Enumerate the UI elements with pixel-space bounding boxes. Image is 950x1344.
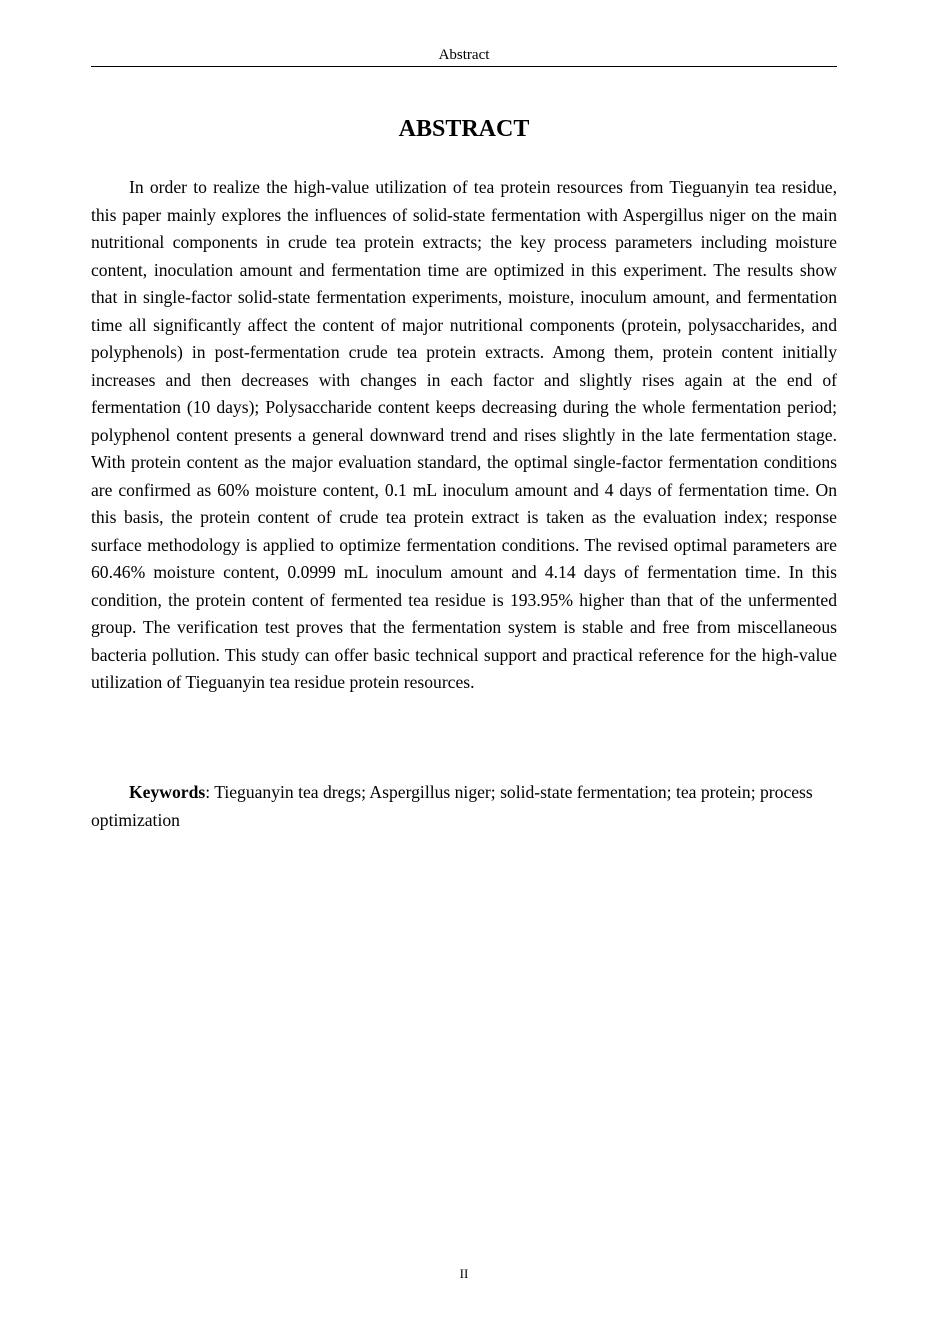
page-number: II bbox=[459, 1266, 469, 1281]
keywords-paragraph bbox=[91, 779, 837, 834]
header-rule bbox=[91, 66, 837, 67]
keywords-label: Keywords bbox=[129, 782, 206, 802]
running-header: Abstract bbox=[438, 47, 490, 63]
abstract-title: ABSTRACT bbox=[398, 116, 530, 142]
keywords-text: Tieguanyin tea dregs; Aspergillus niger; solid-state fermentation; tea protein; process optimization bbox=[91, 782, 813, 830]
keywords-separator: : bbox=[205, 782, 215, 802]
abstract-body: In order to realize the high-value utilization of tea protein resources from Tieguanyin tea residue, this paper mainly explores the influences of solid-state fermentation with Aspergillus niger on the main nutritional components in crude tea protein extracts; the key process parameters including moisture content, inoculation amount and fermentation time are optimized in this experiment. The results show that in single-factor solid-state fermentation experiments, moisture, inoculum amount, and fermentation time all significantly affect the content of major nutritional components (protein, polysaccharides, and polyphenols) in post-fermentation crude tea protein extracts. Among them, protein content initially increases and then decreases with changes in each factor and slightly rises again at the end of fermentation (10 days); Polysaccharide content keeps decreasing during the whole fermentation period; polyphenol content presents a general downward trend and rises slightly in the late fermentation stage. With protein content as the major evaluation standard, the optimal single-factor fermentation conditions are confirmed as 60% moisture content, 0.1 mL inoculum amount and 4 days of fermentation time. On this basis, the protein content of crude tea protein extract is taken as the evaluation index; response surface methodology is applied to optimize fermentation conditions. The revised optimal parameters are 60.46% moisture content, 0.0999 mL inoculum amount and 4.14 days of fermentation time. In this condition, the protein content of fermented tea residue is 193.95% higher than that of the unfermented group. The verification test proves that the fermentation system is stable and free from miscellaneous bacteria pollution. This study can offer basic technical support and practical reference for the high-value utilization of Tieguanyin tea residue protein resources. bbox=[91, 177, 837, 692]
